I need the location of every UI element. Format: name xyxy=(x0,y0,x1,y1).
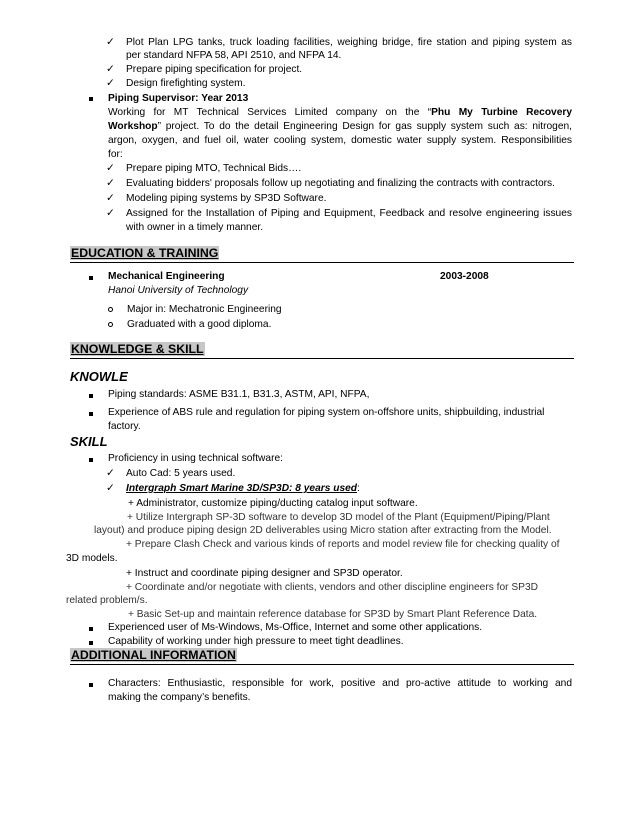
subheading-skill: SKILL xyxy=(70,434,108,449)
skill-item: Experienced user of Ms-Windows, Ms-Office, Internet and some other applications. xyxy=(108,622,483,633)
knowledge-item: factory. xyxy=(108,421,141,432)
check-icon: ✓ xyxy=(106,162,115,174)
section-heading-education: EDUCATION & TRAINING xyxy=(71,246,219,260)
check-icon: ✓ xyxy=(106,77,115,89)
skill-item: Proficiency in using technical software: xyxy=(108,453,283,464)
knowledge-item: Piping standards: ASME B31.1, B31.3, ASTM, API, NFPA, xyxy=(108,389,370,400)
circle-bullet-icon xyxy=(108,322,113,327)
skill-detail: + Administrator, customize piping/ducting catalog input software. xyxy=(128,498,418,509)
school-name: Hanoi University of Technology xyxy=(108,285,249,296)
bullet-text: per standard NFPA 58, API 2510, and NFPA 14. xyxy=(126,50,342,61)
section-heading-knowledge: KNOWLEDGE & SKILL xyxy=(71,342,204,356)
square-bullet-icon xyxy=(89,683,93,687)
square-bullet-icon xyxy=(89,412,93,416)
responsibility-item: Modeling piping systems by SP3D Software. xyxy=(126,193,327,204)
responsibility-item: Prepare piping MTO, Technical Bids…. xyxy=(126,163,302,174)
square-bullet-icon xyxy=(89,641,93,645)
check-icon: ✓ xyxy=(106,207,115,219)
job-description-line: for: xyxy=(108,149,123,160)
responsibility-item: Evaluating bidders' proposals follow up negotiating and finalizing the contracts with contractors. xyxy=(126,178,555,189)
circle-bullet-icon xyxy=(108,307,113,312)
education-detail: Graduated with a good diploma. xyxy=(127,319,272,330)
check-icon: ✓ xyxy=(106,36,115,48)
section-heading-additional: ADDITIONAL INFORMATION xyxy=(71,648,236,662)
job-description-line: argon, oxygen, and fuel oil, water cooling system, domestic water supply system. Responsibilities xyxy=(108,135,572,146)
skill-detail: + Utilize Intergraph SP-3D software to develop 3D model of the Plant (Equipment/Piping/Plant xyxy=(127,512,550,523)
responsibility-item: Assigned for the Installation of Piping and Equipment, Feedback and resolve engineering issues xyxy=(126,208,572,219)
knowledge-item: Experience of ABS rule and regulation for piping system on-offshore units, shipbuilding, industrial xyxy=(108,407,545,418)
job-title: Piping Supervisor: Year 2013 xyxy=(108,93,249,104)
skill-subitem: Intergraph Smart Marine 3D/SP3D: 8 years used: xyxy=(126,483,360,494)
square-bullet-icon xyxy=(89,627,93,631)
check-icon: ✓ xyxy=(106,467,115,479)
additional-item: Characters: Enthusiastic, responsible for work, positive and pro-active attitude to working and xyxy=(108,678,572,689)
check-icon: ✓ xyxy=(106,482,115,494)
skill-subitem: Auto Cad: 5 years used. xyxy=(126,468,236,479)
check-icon: ✓ xyxy=(106,177,115,189)
section-divider xyxy=(70,358,574,359)
bullet-text: Plot Plan LPG tanks, truck loading facilities, weighing bridge, fire station and piping system as xyxy=(126,37,572,48)
section-divider xyxy=(70,262,574,263)
subheading-knowledge: KNOWLE xyxy=(70,369,128,384)
square-bullet-icon xyxy=(89,276,93,280)
job-description-line: Working for MT Technical Services Limited company on the “Phu My Turbine Recovery xyxy=(108,107,573,118)
check-icon: ✓ xyxy=(106,192,115,204)
skill-detail: + Instruct and coordinate piping designer and SP3D operator. xyxy=(126,568,403,579)
section-divider xyxy=(70,664,574,665)
education-detail: Major in: Mechatronic Engineering xyxy=(127,304,282,315)
additional-item: making the company’s benefits. xyxy=(108,692,251,703)
square-bullet-icon xyxy=(89,458,93,462)
bullet-text: Prepare piping specification for project. xyxy=(126,64,303,75)
square-bullet-icon xyxy=(89,394,93,398)
responsibility-item: with owner in a timely manner. xyxy=(126,222,264,233)
check-icon: ✓ xyxy=(106,63,115,75)
skill-detail: + Coordinate and/or negotiate with clients, vendors and other discipline engineers for SP3D xyxy=(126,582,538,593)
skill-detail: layout) and produce piping design 2D deliverables using Micro station after extracting from the Model. xyxy=(94,525,552,536)
square-bullet-icon xyxy=(89,97,93,101)
skill-detail: + Basic Set-up and maintain reference database for SP3D by Smart Plant Reference Data. xyxy=(128,609,538,620)
bullet-text: Design firefighting system. xyxy=(126,78,246,89)
skill-detail: related problem/s. xyxy=(66,595,148,606)
skill-item: Capability of working under high pressure to meet tight deadlines. xyxy=(108,636,404,647)
skill-detail: + Prepare Clash Check and various kinds of reports and model review file for checking quality of xyxy=(126,539,560,550)
skill-detail: 3D models. xyxy=(66,553,118,564)
degree-years: 2003-2008 xyxy=(440,271,489,282)
job-description-line: Workshop” project. To do the detail Engineering Design for gas supply system such as: nitrogen, xyxy=(108,121,572,132)
degree-title: Mechanical Engineering xyxy=(108,271,225,282)
